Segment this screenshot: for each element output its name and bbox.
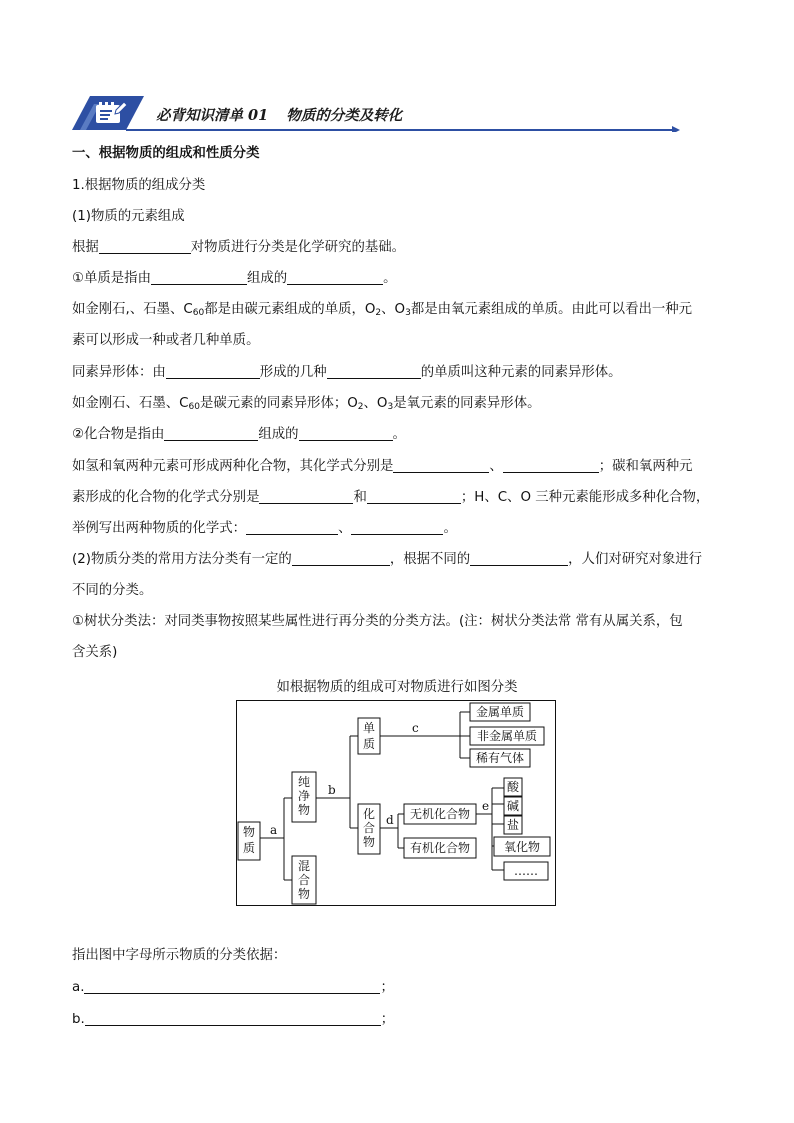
fill-blank[interactable] bbox=[151, 270, 247, 285]
text-span: 的单质叫这种元素的同素异形体。 bbox=[420, 365, 622, 380]
text-span: 如氢和氧两种元素可形成两种化合物，其化学式分别是 bbox=[72, 459, 394, 474]
classification-tree bbox=[236, 700, 556, 906]
node-mixture-char-1: 混 bbox=[297, 859, 311, 873]
text-span: ；H、C、O 三种元素能形成多种化合物， bbox=[460, 490, 710, 505]
fill-blank[interactable] bbox=[259, 489, 353, 504]
node-compound-char-3: 物 bbox=[362, 835, 376, 849]
edge-label-a: a bbox=[270, 823, 278, 837]
text-span: ； bbox=[380, 980, 394, 995]
text-span: 都是由氧元素组成的单质。由此可以看出一种元 bbox=[410, 302, 693, 317]
text-span: 都是由碳元素组成的单质，O bbox=[204, 302, 376, 317]
text-span: 同素异形体：由 bbox=[72, 365, 166, 380]
text-span: 如金刚石,、石墨、C bbox=[72, 302, 193, 317]
text-span: 如金刚石、石墨、C bbox=[72, 396, 189, 411]
paragraph-line: 素可以形成一种或者几种单质。 bbox=[72, 333, 260, 348]
text-span: 。 bbox=[383, 271, 397, 286]
title-part-2: 物质的分类及转化 bbox=[286, 107, 403, 124]
text-span: 、O bbox=[381, 302, 406, 317]
text-span: 举例写出两种物质的化学式： bbox=[72, 521, 247, 536]
classification-diagram bbox=[236, 700, 556, 906]
fill-blank[interactable] bbox=[84, 979, 380, 994]
fill-blank[interactable] bbox=[164, 426, 258, 441]
text-span: 根据 bbox=[72, 240, 99, 255]
node-acid-label: 酸 bbox=[506, 780, 520, 794]
text-span: ，人们对研究对象进行 bbox=[568, 552, 703, 567]
node-pure-char-2: 净 bbox=[297, 789, 311, 803]
text-span: 组成的 bbox=[246, 271, 288, 286]
node-compound-char-2: 合 bbox=[362, 821, 376, 835]
fill-blank[interactable] bbox=[292, 551, 390, 566]
fill-blank[interactable] bbox=[166, 364, 260, 379]
subscript: 60 bbox=[188, 402, 200, 412]
fill-blank[interactable] bbox=[85, 1011, 381, 1026]
text-span: 是氧元素的同素异形体。 bbox=[393, 396, 541, 411]
answer-line-b bbox=[72, 1011, 394, 1029]
paragraph-line: 不同的分类。 bbox=[72, 583, 153, 598]
fill-blank[interactable] bbox=[351, 520, 443, 535]
fill-blank[interactable] bbox=[503, 458, 599, 473]
text-span: 、O bbox=[363, 396, 388, 411]
paragraph-line bbox=[72, 520, 457, 538]
node-inorganic-label: 无机化合物 bbox=[409, 807, 471, 821]
paragraph-line: ①树状分类法：对同类事物按照某些属性进行再分类的分类方法。(注：树状分类法常 常有从属关系，包 bbox=[72, 614, 683, 629]
node-others-label: …… bbox=[514, 864, 538, 878]
answer-label: b. bbox=[72, 1012, 85, 1027]
fill-blank[interactable] bbox=[299, 426, 393, 441]
paragraph-line bbox=[72, 426, 406, 444]
answer-label: a. bbox=[72, 980, 85, 995]
fill-blank[interactable] bbox=[470, 551, 568, 566]
fill-blank[interactable] bbox=[287, 270, 383, 285]
subscript: 2 bbox=[357, 402, 364, 412]
edge-label-d: d bbox=[386, 813, 394, 827]
answer-line-a bbox=[72, 979, 394, 997]
node-root-char-1: 物 bbox=[242, 825, 256, 839]
node-nonmetal-label: 非金属单质 bbox=[476, 729, 538, 743]
node-oxide-label: 氧化物 bbox=[503, 840, 541, 854]
node-mixture-char-2: 合 bbox=[297, 873, 311, 887]
text-span: ； bbox=[380, 1012, 395, 1027]
node-element-char-2: 质 bbox=[362, 737, 376, 751]
text-span: 组成的 bbox=[258, 427, 299, 442]
text-span: ①单质是指由 bbox=[72, 271, 151, 286]
text-span: 。 bbox=[443, 521, 457, 536]
node-pure-char-1: 纯 bbox=[297, 775, 311, 789]
edge-label-e: e bbox=[482, 799, 490, 813]
node-pure-char-3: 物 bbox=[297, 803, 311, 817]
node-salt-label: 盐 bbox=[506, 818, 520, 832]
section-banner bbox=[72, 96, 682, 132]
paragraph-line bbox=[72, 458, 693, 476]
paragraph-line bbox=[72, 301, 692, 322]
node-base-label: 碱 bbox=[506, 799, 520, 813]
subscript: 3 bbox=[405, 308, 411, 318]
fill-blank[interactable] bbox=[246, 520, 338, 535]
node-organic-label: 有机化合物 bbox=[409, 841, 471, 855]
text-span: 对物质进行分类是化学研究的基础。 bbox=[190, 240, 406, 255]
text-span: ；碳和氧两种元 bbox=[598, 459, 693, 474]
paragraph-line bbox=[72, 395, 540, 416]
diagram-caption: 如根据物质的组成可对物质进行如图分类 bbox=[276, 680, 518, 695]
text-span: 。 bbox=[392, 427, 406, 442]
question-prompt: 指出图中字母所示物质的分类依据： bbox=[72, 948, 287, 963]
node-element-char-1: 单 bbox=[362, 721, 376, 735]
text-span: 形成的几种 bbox=[259, 365, 327, 380]
text-span: 和 bbox=[353, 490, 367, 505]
text-span: ②化合物是指由 bbox=[72, 427, 165, 442]
text-span: 、 bbox=[338, 521, 352, 536]
text-span: 素形成的化合物的化学式分别是 bbox=[72, 490, 260, 505]
node-compound-char-1: 化 bbox=[362, 807, 376, 821]
paragraph-line bbox=[72, 270, 397, 288]
text-span: ，根据不同的 bbox=[389, 552, 471, 567]
node-root-char-2: 质 bbox=[242, 841, 256, 855]
subscript: 3 bbox=[387, 402, 394, 412]
node-metal-label: 金属单质 bbox=[475, 705, 525, 719]
node-mixture-char-3: 物 bbox=[297, 887, 311, 901]
paragraph-line: 含关系) bbox=[72, 645, 118, 660]
text-span: 是碳元素的同素异形体；O bbox=[199, 396, 358, 411]
subheading-1: 1.根据物质的组成分类 bbox=[72, 178, 206, 193]
fill-blank[interactable] bbox=[393, 458, 489, 473]
paragraph-line bbox=[72, 364, 622, 382]
page-title bbox=[156, 104, 402, 125]
subscript: 60 bbox=[192, 308, 205, 318]
text-span: 、 bbox=[489, 459, 503, 474]
paragraph-line bbox=[72, 489, 709, 507]
edge-label-b: b bbox=[328, 783, 336, 797]
fill-blank[interactable] bbox=[327, 364, 421, 379]
title-part-1: 必背知识清单 01 bbox=[156, 107, 269, 124]
edge-label-c: c bbox=[412, 721, 419, 735]
section-heading: 一、根据物质的组成和性质分类 bbox=[72, 146, 260, 161]
subheading-2: (1)物质的元素组成 bbox=[72, 209, 185, 224]
paragraph-line bbox=[72, 551, 702, 569]
node-noble-gas-label: 稀有气体 bbox=[475, 751, 525, 765]
fill-blank[interactable] bbox=[367, 489, 461, 504]
subscript: 2 bbox=[375, 308, 382, 318]
fill-blank[interactable] bbox=[99, 239, 191, 254]
text-span: (2)物质分类的常用方法分类有一定的 bbox=[72, 552, 292, 567]
paragraph-line bbox=[72, 239, 405, 257]
